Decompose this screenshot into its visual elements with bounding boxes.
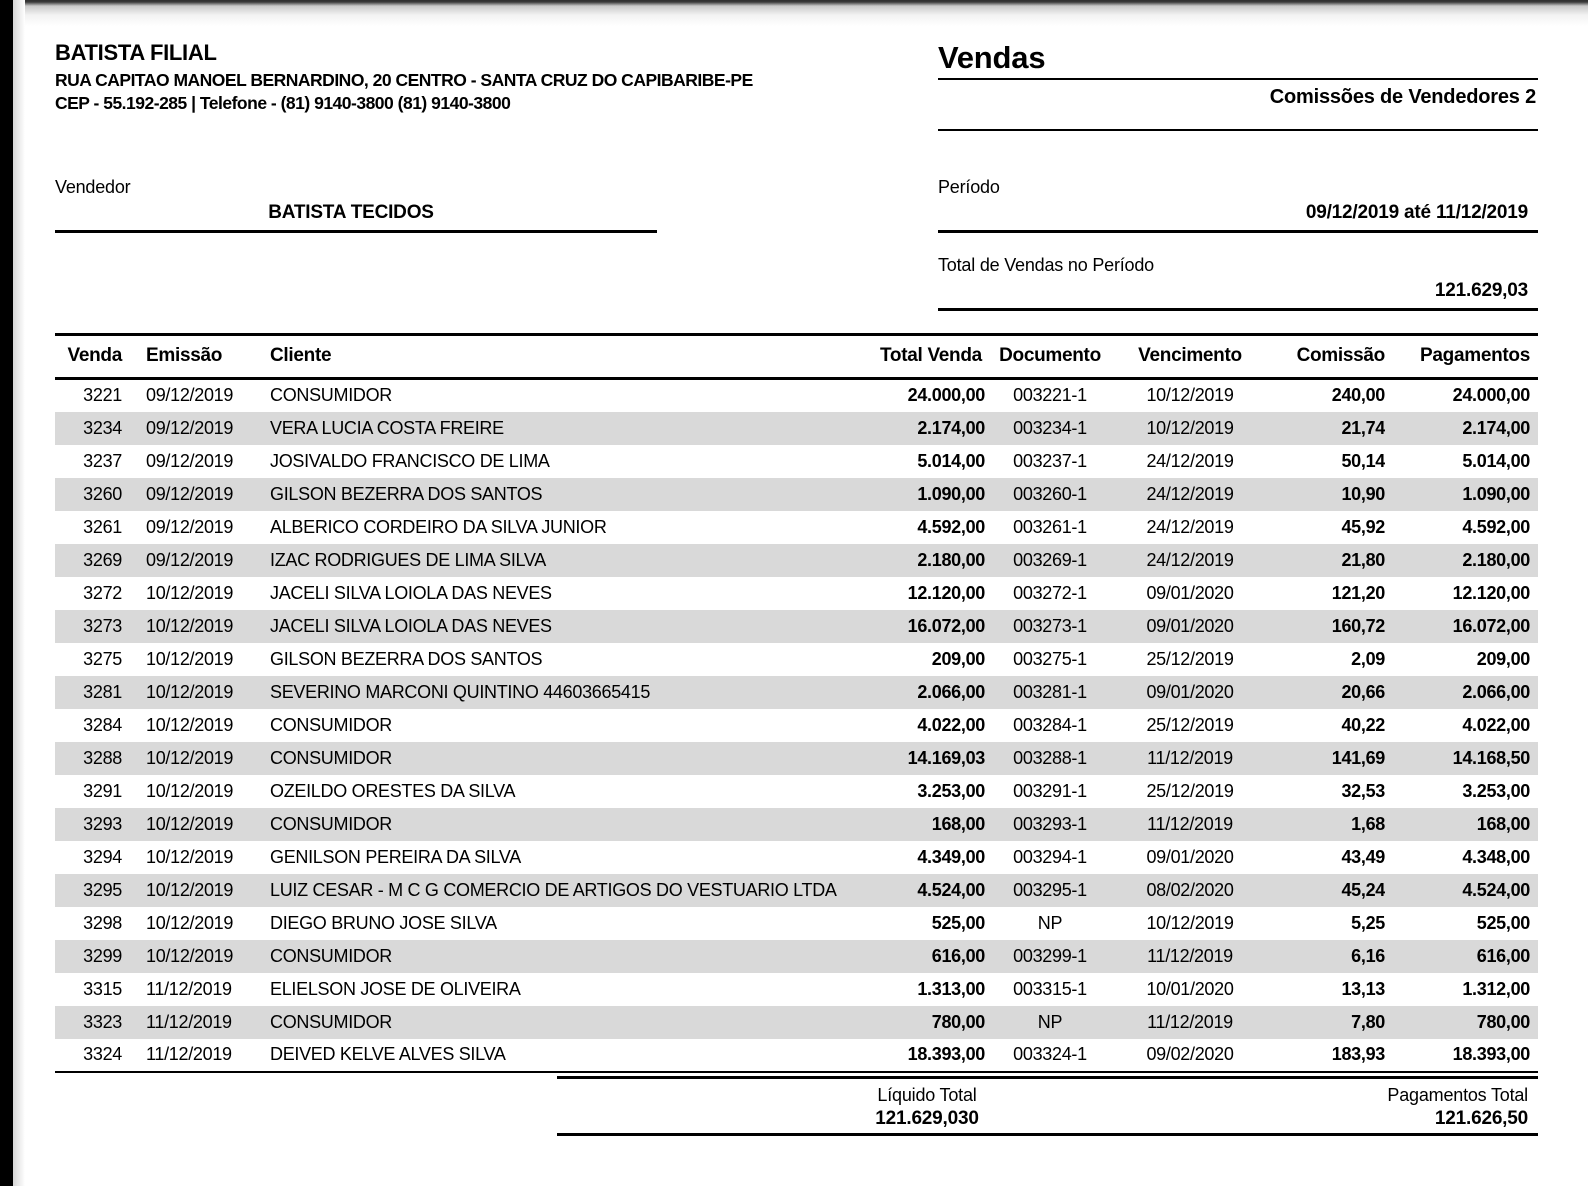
table-row [55, 412, 1538, 445]
cell-total-venda: 2.180,00 [917, 549, 985, 570]
cell-documento: 003234-1 [1013, 417, 1087, 438]
cell-total-venda: 616,00 [931, 945, 985, 966]
cell-venda: 3315 [83, 978, 122, 999]
cell-pagamentos: 16.072,00 [1452, 615, 1530, 636]
cell-pagamentos: 12.120,00 [1452, 582, 1530, 603]
cell-emissao: 10/12/2019 [146, 648, 234, 669]
col-header-cliente: Cliente [270, 345, 332, 366]
vendedor-label: Vendedor [55, 177, 131, 197]
cell-vencimento: 11/12/2019 [1147, 813, 1233, 834]
sales-table-header [55, 335, 1538, 379]
cell-pagamentos: 4.592,00 [1462, 516, 1530, 537]
cell-comissao: 2,09 [1351, 648, 1385, 669]
cell-total-venda: 18.393,00 [907, 1044, 985, 1064]
cell-documento: 003294-1 [1013, 846, 1087, 867]
header-row [55, 335, 1538, 379]
cell-emissao: 11/12/2019 [146, 978, 232, 999]
cell-vencimento: 09/01/2020 [1146, 681, 1234, 702]
cell-comissao: 160,72 [1331, 615, 1385, 636]
cell-documento: NP [1037, 1011, 1063, 1032]
cell-comissao: 21,74 [1341, 417, 1385, 438]
report-header [55, 40, 1538, 131]
sales-table [55, 333, 1538, 1073]
cell-venda: 3298 [83, 912, 122, 933]
cell-cliente: DEIVED KELVE ALVES SILVA [270, 1044, 506, 1064]
cell-cliente: GENILSON PEREIRA DA SILVA [270, 846, 521, 867]
cell-documento: 003293-1 [1013, 813, 1087, 834]
cell-venda: 3324 [83, 1044, 122, 1064]
cell-total-venda: 780,00 [931, 1011, 985, 1032]
cell-comissao: 1,68 [1351, 813, 1385, 834]
cell-documento: 003288-1 [1013, 747, 1087, 768]
table-row [55, 379, 1538, 412]
cell-total-venda: 1.090,00 [917, 483, 985, 504]
cell-comissao: 50,14 [1341, 450, 1385, 471]
periodo-label: Período [938, 177, 1000, 197]
table-row [55, 940, 1538, 973]
cell-emissao: 10/12/2019 [146, 912, 234, 933]
cell-total-venda: 209,00 [931, 648, 985, 669]
table-row [55, 610, 1538, 643]
cell-vencimento: 25/12/2019 [1146, 648, 1234, 669]
cell-pagamentos: 5.014,00 [1462, 450, 1530, 471]
cell-emissao: 10/12/2019 [146, 813, 234, 834]
cell-comissao: 45,24 [1341, 879, 1385, 900]
vendedor-block [55, 177, 657, 311]
cell-pagamentos: 14.168,50 [1452, 747, 1530, 768]
totals-section [557, 1076, 1538, 1136]
cell-pagamentos: 1.312,00 [1462, 978, 1530, 999]
cell-venda: 3293 [83, 813, 122, 834]
cell-vencimento: 11/12/2019 [1147, 747, 1233, 768]
liquido-total-value: 121.629,030 [875, 1107, 979, 1129]
liquido-total-label: Líquido Total [877, 1084, 977, 1105]
pagamentos-total-label: Pagamentos Total [1387, 1084, 1528, 1105]
cell-vencimento: 24/12/2019 [1146, 549, 1234, 570]
title-block [938, 40, 1538, 131]
cell-venda: 3284 [83, 714, 122, 735]
table-row [55, 907, 1538, 940]
cell-cliente: SEVERINO MARCONI QUINTINO 44603665415 [270, 681, 651, 702]
cell-cliente: IZAC RODRIGUES DE LIMA SILVA [270, 549, 546, 570]
cell-comissao: 141,69 [1331, 747, 1385, 768]
col-header-vencimento: Vencimento [1138, 345, 1242, 366]
cell-pagamentos: 24.000,00 [1452, 385, 1530, 406]
cell-comissao: 6,16 [1351, 945, 1385, 966]
cell-emissao: 09/12/2019 [146, 483, 234, 504]
cell-venda: 3234 [83, 417, 122, 438]
cell-total-venda: 14.169,03 [907, 747, 985, 768]
company-cep-phone: CEP - 55.192-285 | Telefone - (81) 9140-3800 (81) 9140-3800 [55, 93, 511, 113]
cell-vencimento: 24/12/2019 [1146, 450, 1234, 471]
cell-comissao: 43,49 [1341, 846, 1385, 867]
cell-total-venda: 168,00 [931, 813, 985, 834]
company-block [55, 40, 915, 115]
table-row [55, 544, 1538, 577]
cell-cliente: CONSUMIDOR [270, 1011, 392, 1032]
table-row [55, 742, 1538, 775]
cell-cliente: JOSIVALDO FRANCISCO DE LIMA [270, 450, 550, 471]
table-row [55, 643, 1538, 676]
table-row [55, 874, 1538, 907]
cell-vencimento: 10/01/2020 [1146, 978, 1234, 999]
cell-documento: 003299-1 [1013, 945, 1087, 966]
cell-venda: 3221 [83, 385, 122, 406]
cell-documento: 003273-1 [1013, 615, 1087, 636]
table-row [55, 775, 1538, 808]
cell-pagamentos: 209,00 [1476, 648, 1530, 669]
vendedor-value: BATISTA TECIDOS [55, 198, 657, 233]
cell-comissao: 183,93 [1331, 1044, 1385, 1064]
cell-pagamentos: 4.524,00 [1462, 879, 1530, 900]
cell-comissao: 13,13 [1341, 978, 1385, 999]
report-title: Vendas [938, 40, 1538, 80]
cell-cliente: CONSUMIDOR [270, 813, 392, 834]
cell-documento: 003284-1 [1013, 714, 1087, 735]
cell-total-venda: 2.066,00 [917, 681, 985, 702]
cell-total-venda: 12.120,00 [907, 582, 985, 603]
table-row [55, 445, 1538, 478]
cell-vencimento: 24/12/2019 [1146, 483, 1234, 504]
cell-cliente: OZEILDO ORESTES DA SILVA [270, 780, 516, 801]
cell-emissao: 10/12/2019 [146, 846, 234, 867]
col-header-total-venda: Total Venda [880, 345, 982, 366]
cell-comissao: 45,92 [1341, 516, 1385, 537]
cell-emissao: 10/12/2019 [146, 945, 234, 966]
cell-documento: NP [1037, 912, 1063, 933]
cell-vencimento: 10/12/2019 [1146, 912, 1234, 933]
cell-comissao: 10,90 [1341, 483, 1385, 504]
cell-venda: 3275 [83, 648, 122, 669]
cell-vencimento: 08/02/2020 [1146, 879, 1234, 900]
cell-total-venda: 1.313,00 [917, 978, 985, 999]
pagamentos-total-block [1228, 1084, 1528, 1132]
table-row [55, 808, 1538, 841]
cell-emissao: 09/12/2019 [146, 549, 234, 570]
company-name: BATISTA FILIAL [55, 40, 217, 65]
cell-total-venda: 5.014,00 [917, 450, 985, 471]
report-page [13, 0, 1588, 1186]
col-header-comissao: Comissão [1296, 345, 1385, 366]
cell-venda: 3260 [83, 483, 122, 504]
cell-documento: 003324-1 [1013, 1044, 1087, 1064]
cell-documento: 003260-1 [1013, 483, 1087, 504]
cell-total-venda: 3.253,00 [917, 780, 985, 801]
cell-venda: 3272 [83, 582, 122, 603]
cell-pagamentos: 2.174,00 [1462, 417, 1530, 438]
cell-pagamentos: 1.090,00 [1462, 483, 1530, 504]
table-row [55, 1039, 1538, 1072]
cell-documento: 003261-1 [1013, 516, 1087, 537]
cell-comissao: 21,80 [1341, 549, 1385, 570]
cell-cliente: CONSUMIDOR [270, 945, 392, 966]
cell-emissao: 10/12/2019 [146, 879, 234, 900]
cell-total-venda: 2.174,00 [917, 417, 985, 438]
cell-documento: 003221-1 [1013, 385, 1087, 406]
report-subtitle: Comissões de Vendedores 2 [938, 80, 1538, 131]
cell-comissao: 7,80 [1351, 1011, 1385, 1032]
col-header-emissao: Emissão [146, 345, 223, 366]
cell-cliente: JACELI SILVA LOIOLA DAS NEVES [270, 582, 552, 603]
total-vendas-value: 121.629,03 [938, 276, 1538, 311]
cell-venda: 3281 [83, 681, 122, 702]
cell-emissao: 11/12/2019 [146, 1044, 232, 1064]
liquido-total-block [807, 1084, 1047, 1132]
cell-emissao: 10/12/2019 [146, 681, 234, 702]
cell-emissao: 09/12/2019 [146, 450, 234, 471]
cell-cliente: CONSUMIDOR [270, 385, 392, 406]
cell-comissao: 32,53 [1341, 780, 1385, 801]
table-row [55, 676, 1538, 709]
table-row [55, 511, 1538, 544]
cell-pagamentos: 3.253,00 [1462, 780, 1530, 801]
cell-documento: 003295-1 [1013, 879, 1087, 900]
cell-documento: 003269-1 [1013, 549, 1087, 570]
cell-emissao: 10/12/2019 [146, 747, 234, 768]
periodo-value: 09/12/2019 até 11/12/2019 [938, 198, 1538, 233]
table-row [55, 973, 1538, 1006]
cell-venda: 3237 [83, 450, 122, 471]
cell-pagamentos: 2.066,00 [1462, 681, 1530, 702]
cell-emissao: 10/12/2019 [146, 714, 234, 735]
cell-emissao: 11/12/2019 [146, 1011, 232, 1032]
cell-emissao: 09/12/2019 [146, 385, 234, 406]
cell-venda: 3288 [83, 747, 122, 768]
cell-emissao: 09/12/2019 [146, 516, 234, 537]
filters-section [55, 177, 1538, 311]
cell-emissao: 10/12/2019 [146, 780, 234, 801]
col-header-documento: Documento [999, 345, 1101, 366]
cell-total-venda: 4.349,00 [917, 846, 985, 867]
cell-pagamentos: 780,00 [1476, 1011, 1530, 1032]
cell-documento: 003272-1 [1013, 582, 1087, 603]
cell-total-venda: 16.072,00 [907, 615, 985, 636]
cell-cliente: GILSON BEZERRA DOS SANTOS [270, 648, 543, 669]
cell-pagamentos: 525,00 [1476, 912, 1530, 933]
cell-venda: 3269 [83, 549, 122, 570]
cell-pagamentos: 168,00 [1476, 813, 1530, 834]
table-row [55, 577, 1538, 610]
cell-comissao: 240,00 [1331, 385, 1385, 406]
cell-venda: 3294 [83, 846, 122, 867]
table-row [55, 841, 1538, 874]
col-header-pagamentos: Pagamentos [1420, 345, 1530, 366]
cell-cliente: GILSON BEZERRA DOS SANTOS [270, 483, 543, 504]
cell-vencimento: 11/12/2019 [1147, 1011, 1233, 1032]
cell-documento: 003281-1 [1013, 681, 1087, 702]
total-vendas-label: Total de Vendas no Período [938, 255, 1154, 275]
cell-vencimento: 09/01/2020 [1146, 582, 1234, 603]
company-address: RUA CAPITAO MANOEL BERNARDINO, 20 CENTRO - SANTA CRUZ DO CAPIBARIBE-PE [55, 70, 753, 90]
cell-total-venda: 525,00 [931, 912, 985, 933]
cell-venda: 3299 [83, 945, 122, 966]
table-row [55, 1006, 1538, 1039]
cell-pagamentos: 616,00 [1476, 945, 1530, 966]
cell-total-venda: 4.592,00 [917, 516, 985, 537]
cell-pagamentos: 4.022,00 [1462, 714, 1530, 735]
page-left-edge-bar [0, 0, 13, 1186]
cell-vencimento: 24/12/2019 [1146, 516, 1234, 537]
cell-comissao: 121,20 [1331, 582, 1385, 603]
cell-cliente: JACELI SILVA LOIOLA DAS NEVES [270, 615, 552, 636]
cell-vencimento: 25/12/2019 [1146, 780, 1234, 801]
cell-documento: 003315-1 [1013, 978, 1087, 999]
cell-cliente: CONSUMIDOR [270, 747, 392, 768]
cell-emissao: 09/12/2019 [146, 417, 234, 438]
cell-cliente: CONSUMIDOR [270, 714, 392, 735]
cell-venda: 3323 [83, 1011, 122, 1032]
periodo-block [938, 177, 1538, 311]
cell-vencimento: 09/02/2020 [1146, 1044, 1234, 1064]
cell-vencimento: 09/01/2020 [1146, 846, 1234, 867]
cell-venda: 3295 [83, 879, 122, 900]
cell-emissao: 10/12/2019 [146, 582, 234, 603]
cell-comissao: 20,66 [1341, 681, 1385, 702]
cell-total-venda: 4.022,00 [917, 714, 985, 735]
cell-cliente: DIEGO BRUNO JOSE SILVA [270, 912, 497, 933]
cell-cliente: LUIZ CESAR - M C G COMERCIO DE ARTIGOS DO VESTUARIO LTDA [270, 879, 837, 900]
cell-vencimento: 10/12/2019 [1146, 417, 1234, 438]
cell-total-venda: 24.000,00 [907, 385, 985, 406]
pagamentos-total-value: 121.626,50 [1434, 1107, 1528, 1129]
cell-pagamentos: 4.348,00 [1462, 846, 1530, 867]
cell-pagamentos: 2.180,00 [1462, 549, 1530, 570]
cell-vencimento: 09/01/2020 [1146, 615, 1234, 636]
sales-table-body [55, 379, 1538, 1072]
cell-vencimento: 11/12/2019 [1147, 945, 1233, 966]
table-row [55, 709, 1538, 742]
cell-pagamentos: 18.393,00 [1452, 1044, 1530, 1064]
cell-documento: 003275-1 [1013, 648, 1087, 669]
cell-vencimento: 10/12/2019 [1146, 385, 1234, 406]
cell-total-venda: 4.524,00 [917, 879, 985, 900]
cell-venda: 3261 [83, 516, 122, 537]
cell-cliente: ALBERICO CORDEIRO DA SILVA JUNIOR [270, 516, 607, 537]
cell-comissao: 40,22 [1341, 714, 1385, 735]
cell-documento: 003237-1 [1013, 450, 1087, 471]
cell-comissao: 5,25 [1351, 912, 1385, 933]
cell-cliente: VERA LUCIA COSTA FREIRE [270, 417, 504, 438]
cell-emissao: 10/12/2019 [146, 615, 234, 636]
cell-cliente: ELIELSON JOSE DE OLIVEIRA [270, 978, 521, 999]
cell-documento: 003291-1 [1013, 780, 1087, 801]
col-header-venda: Venda [67, 345, 122, 366]
cell-venda: 3273 [83, 615, 122, 636]
cell-vencimento: 25/12/2019 [1146, 714, 1234, 735]
cell-venda: 3291 [83, 780, 122, 801]
table-row [55, 478, 1538, 511]
